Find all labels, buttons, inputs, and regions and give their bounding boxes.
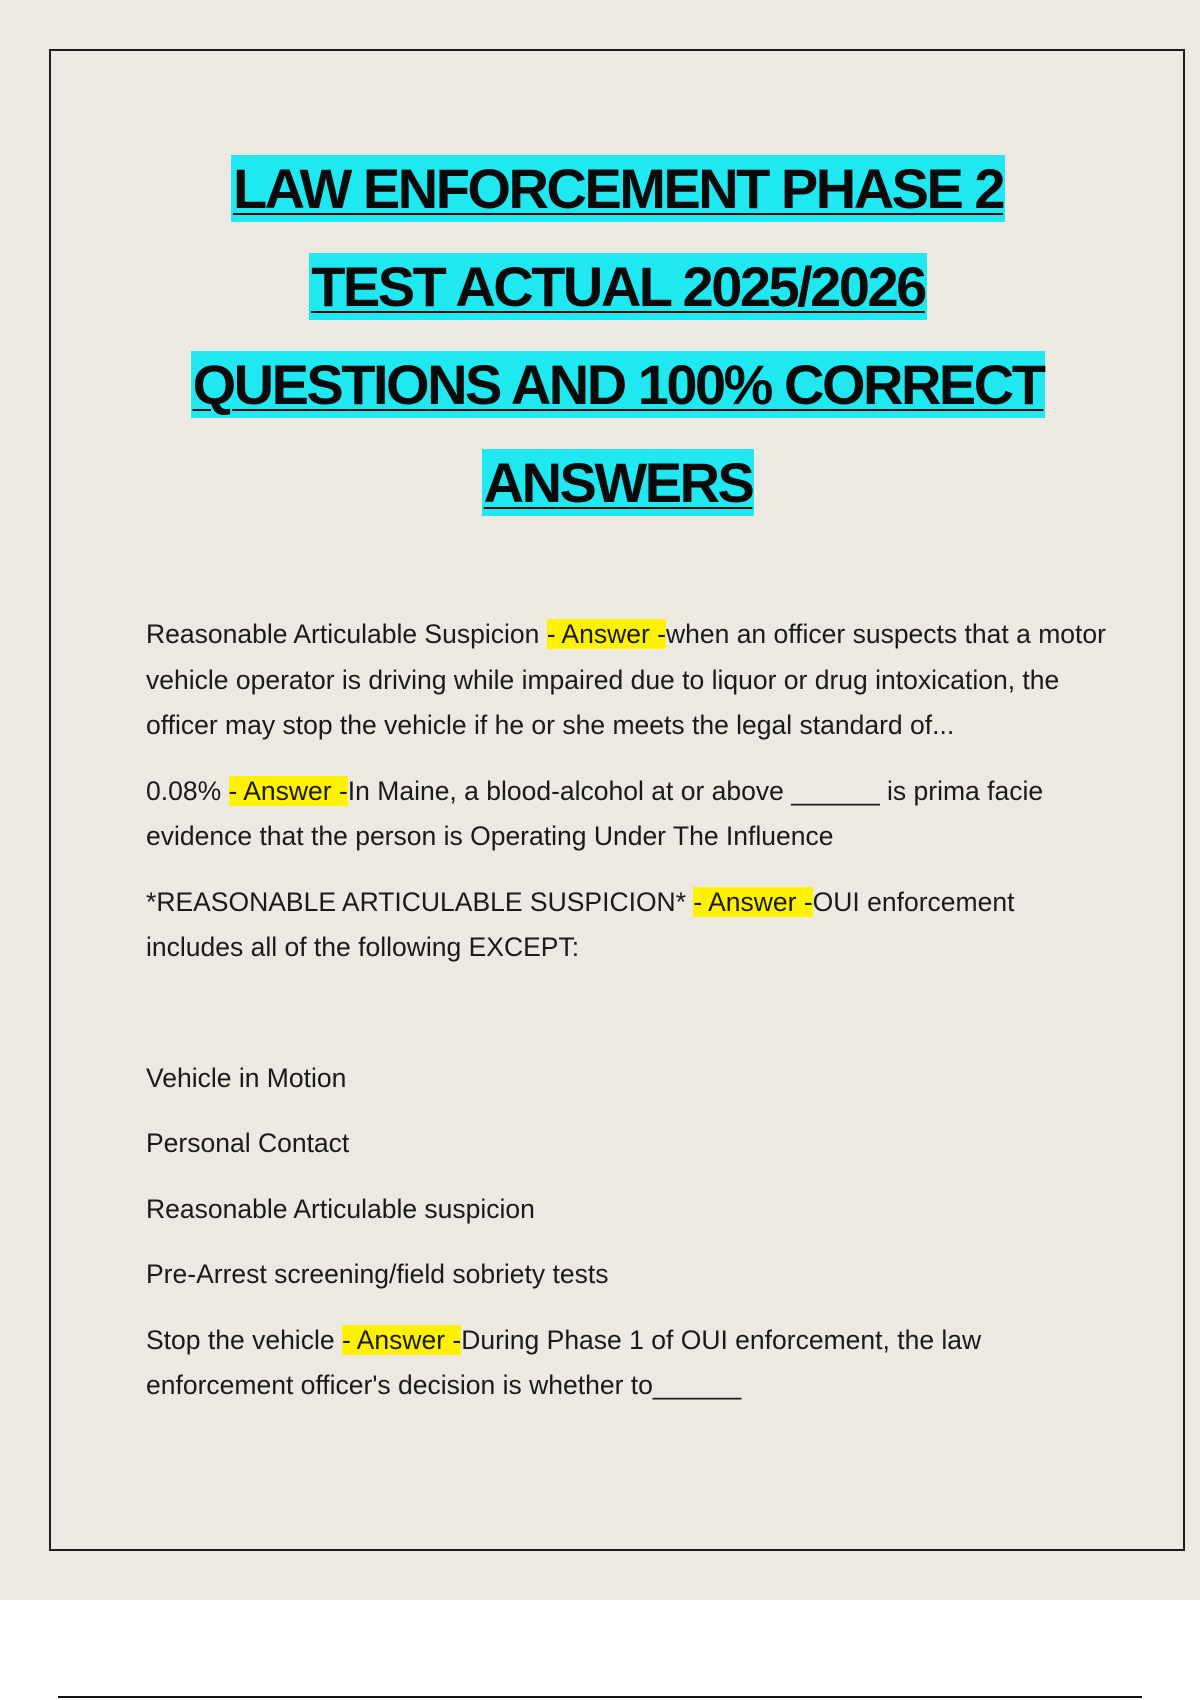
- option-item: Vehicle in Motion: [146, 1062, 347, 1093]
- title-line-4: ANSWERS: [483, 451, 753, 514]
- qa-text: OUI enforcement includes all of the following EXCEPT:: [146, 886, 1015, 962]
- qa-term: *REASONABLE ARTICULABLE SUSPICION*: [146, 886, 694, 917]
- document-title: [0, 140, 1200, 532]
- answer-marker: - Answer -: [341, 1324, 462, 1355]
- option-item: Reasonable Articulable suspicion: [146, 1193, 535, 1224]
- qa-term: 0.08%: [146, 775, 229, 806]
- qa-text: In Maine, a blood-alcohol at or above ______ is prima facie evidence that the person is Operating Under The Influence: [146, 775, 1044, 851]
- qa-term: Reasonable Articulable Suspicion: [146, 619, 547, 649]
- qa-text: During Phase 1 of OUI enforcement, the law enforcement officer's decision is whether to______: [146, 1324, 982, 1400]
- option-item: Pre-Arrest screening/field sobriety tests: [146, 1259, 609, 1289]
- answer-marker: - Answer -: [546, 619, 666, 649]
- qa-item-2: [146, 769, 1106, 860]
- qa-text: when an officer suspects that a motor vehicle operator is driving while impaired due to liquor or drug intoxication, the officer may stop the vehicle if he or she meets the legal standard of...: [146, 619, 1106, 740]
- qa-content: [146, 612, 1106, 1429]
- option-item: Personal Contact: [146, 1128, 350, 1158]
- qa-item-1: [146, 612, 1106, 749]
- title-line-3: QUESTIONS AND 100% CORRECT: [192, 353, 1044, 416]
- qa-term: Stop the vehicle: [146, 1324, 342, 1355]
- qa-item-4: [146, 1318, 1106, 1409]
- answer-marker: - Answer -: [228, 775, 348, 806]
- answer-marker: - Answer -: [693, 886, 813, 917]
- qa-item-3: [146, 880, 1106, 971]
- title-line-1: LAW ENFORCEMENT PHASE 2: [232, 157, 1004, 220]
- title-line-2: TEST ACTUAL 2025/2026: [311, 255, 925, 318]
